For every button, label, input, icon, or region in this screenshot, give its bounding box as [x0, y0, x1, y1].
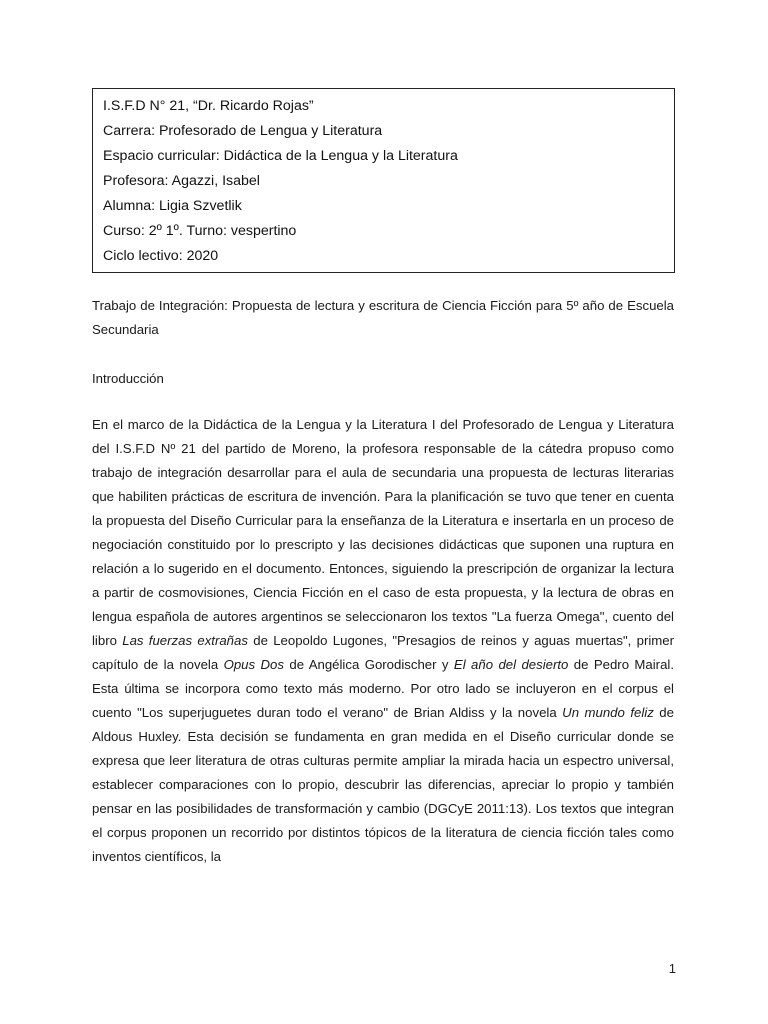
paragraph-text: En el marco de la Didáctica de la Lengua y la Literatura I del Profesorado de Lengua y Literatura del I.S.F.D Nº 21 del partido de Moreno, la profesora responsable de la cátedra propuso como trabajo de integración desarrollar para el aula de secundaria una propuesta de lecturas literarias que habiliten prácticas de escritura de invención. Para la planificación se tuvo que tener en cuenta la propuesta del Diseño Curricular para la enseñanza de la Literatura e insertarla en un proceso de negociación constituido por lo prescripto y las decisiones didácticas que suponen una ruptura en relación a lo sugerido en el documento. Entonces, siguiendo la prescripción de organizar la lectura a partir de cosmovisiones, Ciencia Ficción en el caso de esta propuesta, y la lectura de obras en lengua española de autores argentinos se seleccionaron los textos "La fuerza Omega", cuento del libro: [92, 417, 674, 648]
intro-paragraph: [92, 413, 674, 869]
curricular-space-line: Espacio curricular: Didáctica de la Lengua y la Literatura: [103, 148, 458, 164]
career-line: Carrera: Profesorado de Lengua y Literatura: [103, 123, 383, 139]
paragraph-text: de Pedro Mairal. Esta última se incorpora como texto más moderno. Por otro lado se incluyeron en el corpus el cuento "Los superjuguetes duran todo el verano" de Brian Aldiss y la novela: [92, 657, 675, 720]
book-title: Opus Dos: [223, 657, 284, 672]
paragraph-text: de Leopoldo Lugones, "Presagios de reinos y aguas muertas", primer capítulo de la novela: [92, 633, 674, 672]
institution-line: I.S.F.D N° 21, “Dr. Ricardo Rojas”: [103, 98, 314, 114]
page-number: 1: [668, 961, 676, 976]
book-title: Un mundo feliz: [562, 705, 654, 720]
document-title: Trabajo de Integración: Propuesta de lectura y escritura de Ciencia Ficción para 5º año de Escuela Secundaria: [92, 298, 674, 337]
book-title: Las fuerzas extrañas: [122, 633, 248, 648]
school-year-line: Ciclo lectivo: 2020: [103, 248, 219, 264]
paragraph-text: de Angélica Gorodischer y: [283, 657, 454, 672]
book-title: El año del desierto: [453, 657, 569, 672]
section-heading: Introducción: [92, 371, 164, 386]
student-line: Alumna: Ligia Szvetlik: [103, 198, 242, 214]
header-info-box: [92, 88, 675, 273]
paragraph-text: de Aldous Huxley. Esta decisión se fundamenta en gran medida en el Diseño curricular donde se expresa que leer literatura de otras culturas permite ampliar la mirada hacia un espectro universal, establecer comparaciones con lo propio, descubrir las diferencias, apreciar lo propio y también pensar en las posibilidades de transformación y cambio (DGCyE 2011:13). Los textos que integran el corpus proponen un recorrido por distintos tópicos de la literatura de ciencia ficción tales como inventos científicos, la: [92, 705, 674, 864]
course-line: Curso: 2º 1º. Turno: vespertino: [103, 223, 297, 239]
professor-line: Profesora: Agazzi, Isabel: [103, 173, 260, 189]
